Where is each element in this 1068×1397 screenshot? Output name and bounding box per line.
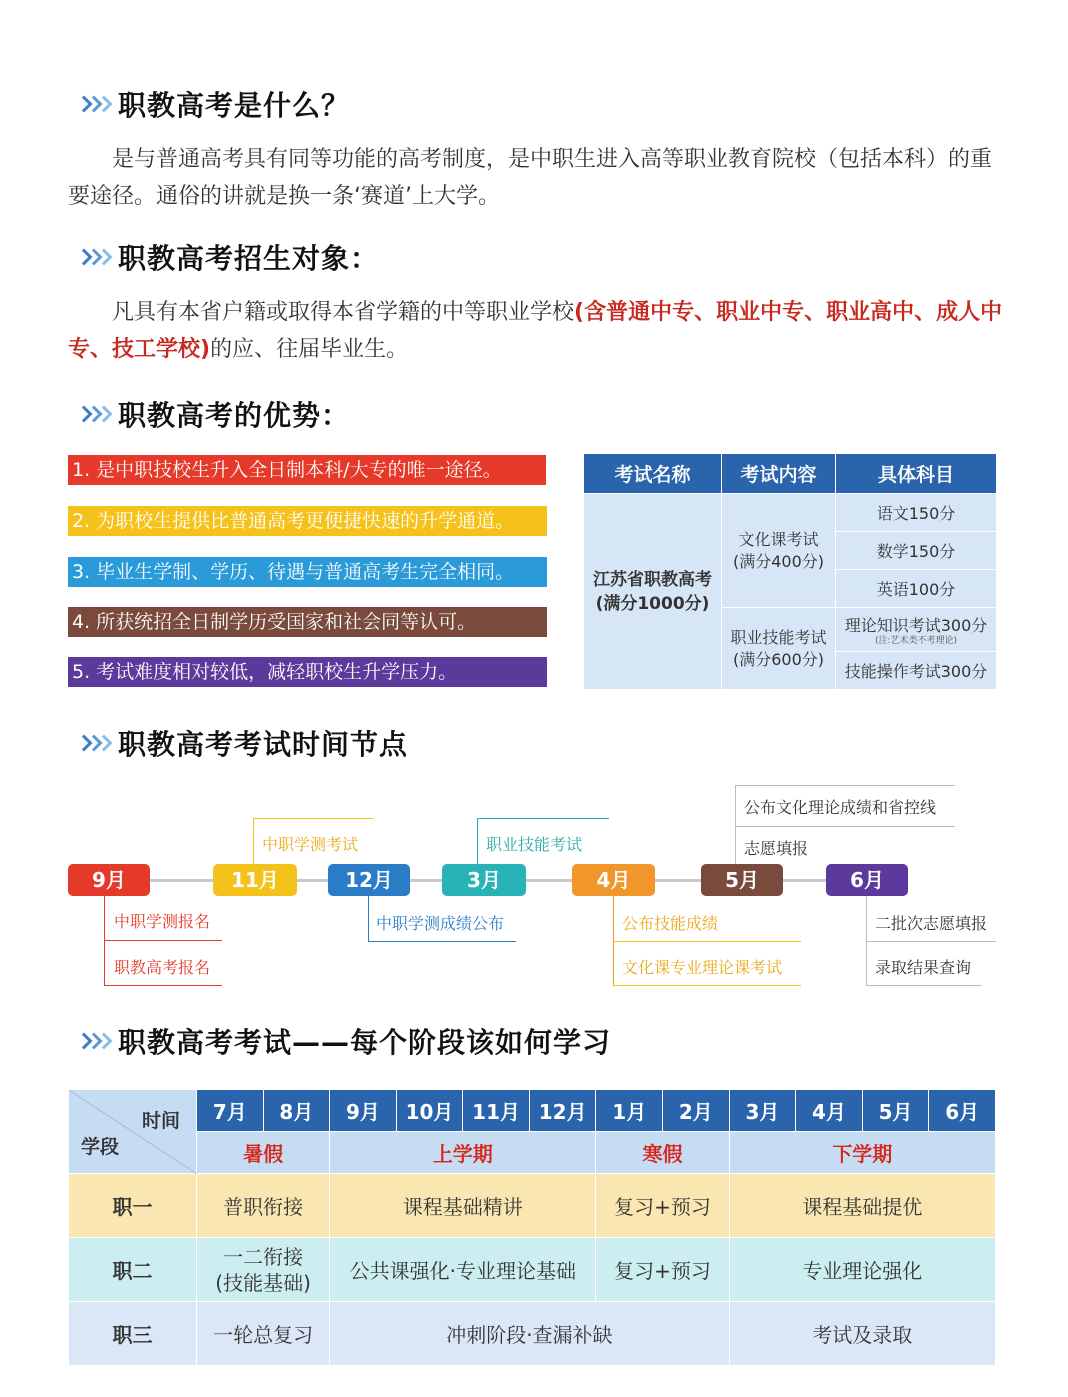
section-title: 职教高考考试——每个阶段该如何学习: [118, 1026, 612, 1059]
paragraph: [68, 294, 1008, 368]
month-header: 10月: [396, 1090, 463, 1132]
subject-cell: 英语100分: [836, 570, 997, 608]
section-header: [78, 237, 379, 277]
divider-line: [735, 785, 955, 786]
advantage-item: 3. 毕业生学制、学历、待遇与普通高考生完全相同。: [68, 557, 547, 587]
chevron-right-icon: [78, 251, 108, 263]
skill-exam-score: (满分600分): [732, 649, 825, 669]
table-header: 考试名称: [584, 454, 722, 494]
plan-cell-line: (技能基础): [215, 1270, 311, 1295]
divider-line: [735, 826, 955, 827]
section-title: 职教高考招生对象：: [118, 242, 380, 275]
month-header: 6月: [929, 1090, 996, 1132]
divider-line: [866, 985, 982, 986]
section-title: 职教高考的优势：: [118, 399, 351, 432]
event-label: 录取结果查询: [875, 958, 972, 977]
section-header: [78, 394, 350, 434]
corner-stage-label: 学段: [81, 1136, 120, 1158]
plan-cell: 一轮总复习: [197, 1302, 330, 1366]
connector-line: [477, 818, 478, 864]
event-label: 二批次志愿填报: [875, 914, 988, 933]
month-header: 2月: [663, 1090, 730, 1132]
subject-cell: [836, 608, 997, 652]
plan-cell: 冲刺阶段·查漏补缺: [330, 1302, 729, 1366]
stage-label: 职二: [69, 1238, 197, 1302]
month-header: 4月: [796, 1090, 863, 1132]
divider-line: [477, 818, 609, 819]
event-label: 文化课专业理论课考试: [622, 958, 783, 977]
month-pill: 6月: [826, 864, 908, 896]
table-header: 考试内容: [722, 454, 836, 494]
term-header: 上学期: [330, 1132, 596, 1174]
advantage-item: 5. 考试难度相对较低，减轻职校生升学压力。: [68, 657, 547, 687]
chevron-right-icon: [78, 408, 108, 420]
divider-line: [613, 941, 801, 942]
paragraph-text: 的应、往届毕业生。: [210, 337, 409, 362]
event-label: 公布文化理论成绩和省控线: [744, 798, 937, 817]
connector-line: [104, 896, 105, 986]
paragraph-text: 凡具有本省户籍或取得本省学籍的中等职业学校: [112, 300, 575, 325]
skill-exam-cell: [722, 608, 836, 690]
culture-exam-score: (满分400分): [732, 551, 825, 571]
month-pill: 9月: [68, 864, 150, 896]
month-pill: 5月: [701, 864, 783, 896]
month-pill: 3月: [442, 864, 526, 896]
plan-cell: 复习+预习: [596, 1174, 729, 1238]
section-title: 职教高考考试时间节点: [118, 728, 409, 761]
connector-line: [368, 896, 369, 942]
month-pill: 4月: [572, 864, 655, 896]
divider-line: [866, 941, 996, 942]
plan-cell: 课程基础提优: [729, 1174, 995, 1238]
month-pill: 11月: [213, 864, 297, 896]
divider-line: [253, 818, 373, 819]
subject-cell: 技能操作考试300分: [836, 652, 997, 690]
section-header: [78, 723, 408, 763]
divider-line: [104, 985, 222, 986]
section-title: 职教高考是什么？: [118, 89, 351, 122]
highlight-text: (含普通中专、职业中专、职业高中、成人中专、技工学校): [68, 300, 1003, 362]
divider-line: [613, 985, 801, 986]
divider-line: [104, 940, 222, 941]
exam-name-cell: [584, 494, 722, 690]
month-header: 8月: [263, 1090, 330, 1132]
plan-cell: 考试及录取: [729, 1302, 995, 1366]
plan-cell: 普职衔接: [197, 1174, 330, 1238]
event-label: 职教高考报名: [114, 958, 211, 977]
plan-cell: 公共课强化·专业理论基础: [330, 1238, 596, 1302]
exam-score: (满分1000分): [595, 593, 710, 614]
advantage-item: 1. 是中职技校生升入全日制本科/大专的唯一途径。: [68, 455, 546, 485]
advantage-item: 2. 为职校生提供比普通高考更便捷快速的升学通道。: [68, 506, 547, 536]
table-corner: [69, 1090, 197, 1174]
plan-cell: 课程基础精讲: [330, 1174, 596, 1238]
corner-time-label: 时间: [141, 1110, 180, 1132]
stage-label: 职一: [69, 1174, 197, 1238]
skill-exam-name: 职业技能考试: [730, 627, 827, 647]
plan-cell: 复习+预习: [596, 1238, 729, 1302]
subject-cell: 数学150分: [836, 532, 997, 570]
term-header: 暑假: [197, 1132, 330, 1174]
section-header: [78, 84, 350, 124]
month-header: 9月: [330, 1090, 397, 1132]
month-header: 3月: [729, 1090, 796, 1132]
stage-label: 职三: [69, 1302, 197, 1366]
plan-cell-line: 一二衔接: [223, 1244, 304, 1269]
connector-line: [253, 818, 254, 864]
month-header: 5月: [862, 1090, 929, 1132]
event-label: 中职学测考试: [262, 835, 359, 854]
month-header: 12月: [529, 1090, 596, 1132]
culture-exam-name: 文化课考试: [738, 529, 819, 549]
month-header: 1月: [596, 1090, 663, 1132]
section-header: [78, 1021, 611, 1061]
subject-cell: 语文150分: [836, 494, 997, 532]
chevron-right-icon: [78, 737, 108, 749]
event-label: 公布技能成绩: [622, 914, 719, 933]
exam-name: 江苏省职教高考: [593, 569, 712, 590]
exam-table: [583, 453, 997, 690]
table-header: 具体科目: [836, 454, 997, 494]
chevron-right-icon: [78, 1035, 108, 1047]
subject-note: (注:艺术类不考理论): [874, 636, 958, 646]
culture-exam-cell: [722, 494, 836, 608]
plan-cell: 专业理论强化: [729, 1238, 995, 1302]
divider-line: [368, 941, 516, 942]
month-header: 11月: [463, 1090, 530, 1132]
connector-line: [735, 785, 736, 864]
event-label: 中职学测成绩公布: [376, 914, 505, 933]
paragraph: 是与普通高考具有同等功能的高考制度，是中职生进入高等职业教育院校（包括本科）的重要途径。通俗的讲就是换一条‘赛道’上大学。: [68, 147, 993, 209]
month-header: 7月: [197, 1090, 264, 1132]
month-pill: 12月: [328, 864, 410, 896]
advantage-item: 4. 所获统招全日制学历受国家和社会同等认可。: [68, 607, 547, 637]
term-header: 下学期: [729, 1132, 995, 1174]
chevron-right-icon: [78, 98, 108, 110]
plan-cell: [197, 1238, 330, 1302]
study-plan-table: [68, 1089, 996, 1366]
event-label: 职业技能考试: [486, 835, 583, 854]
term-header: 寒假: [596, 1132, 729, 1174]
event-label: 志愿填报: [744, 839, 809, 858]
subject-text: 理论知识考试300分: [844, 616, 988, 635]
event-label: 中职学测报名: [114, 912, 211, 931]
